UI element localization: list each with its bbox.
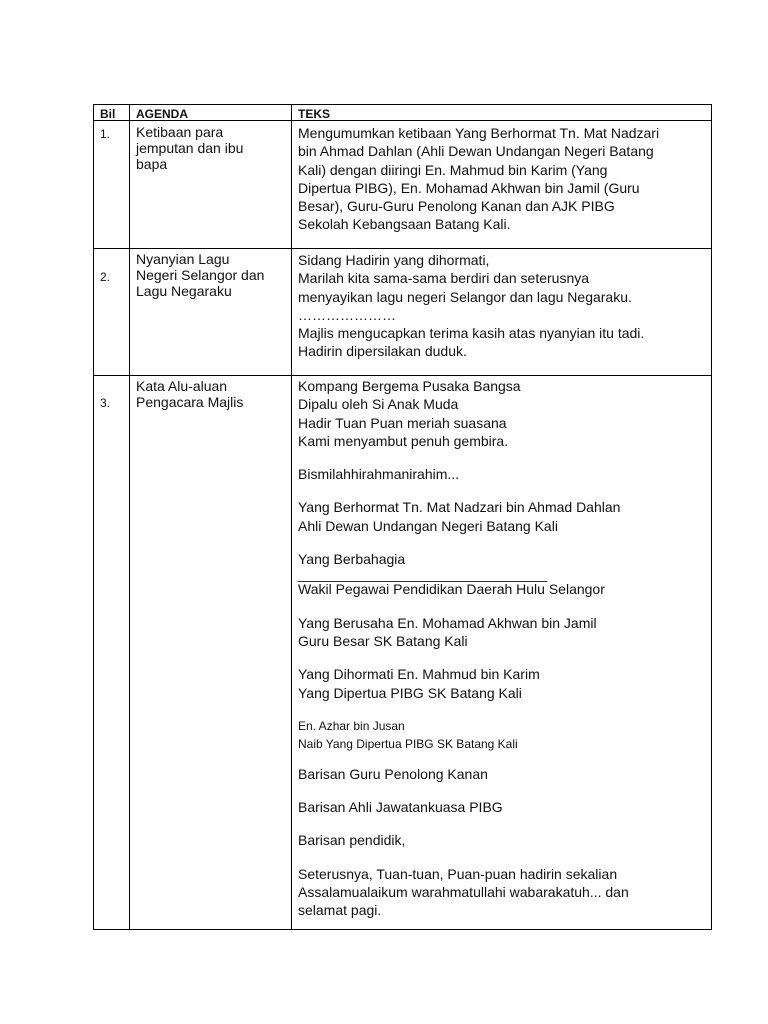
teks-line: Mengumumkan ketibaan Yang Berhormat Tn. Mat Nadzari [298,125,660,141]
teks-line: Hadirin dipersilakan duduk. [298,343,467,360]
agenda-line: Lagu Negaraku [136,283,232,299]
teks-line: Dipertua PIBG), En. Mohamad Akhwan bin Jamil (Guru [298,179,640,196]
ajk-line: Barisan Ahli Jawatankuasa PIBG [298,799,503,816]
agenda-cell [136,378,286,410]
teks-line: Sekolah Kebangsaan Batang Kali. [298,216,511,233]
ppd-line: Wakil Pegawai Pendidikan Daerah Hulu Selangor [298,581,605,598]
agenda-line: bapa [136,156,168,172]
penutup-line: selamat pagi. [298,902,382,919]
row-number: 2. [100,270,111,284]
yb-line: Yang Berhormat Tn. Mat Nadzari bin Ahmad Dahlan [298,499,621,516]
table-border-bottom [93,929,712,930]
gpk-line: Barisan Guru Penolong Kanan [298,765,488,782]
gb-line: Guru Besar SK Batang Kali [298,632,468,649]
ppd-blank-line: ________________________________ [298,566,548,583]
agenda-line: Negeri Selangor dan [136,267,265,283]
table-border-left [93,104,94,930]
header-bil: Bil [100,107,116,121]
penutup-line: Seterusnya, Tuan-tuan, Puan-puan hadirin sekalian [298,865,618,882]
ppd-line: Yang Berbahagia [298,551,406,568]
gb-line: Yang Berusaha En. Mohamad Akhwan bin Jamil [298,614,597,631]
teks-line: Majlis mengucapkan terima kasih atas nyanyian itu tadi. [298,325,645,342]
teks-line: Kali) dengan diiringi En. Mahmud bin Karim (Yang [298,161,608,178]
table-border-col1 [129,104,130,930]
row-number: 3. [100,396,111,410]
teks-line: Besar), Guru-Guru Penolong Kanan dan AJK PIBG [298,198,615,215]
table-border-row2 [93,375,712,376]
agenda-line: Pengacara Majlis [136,394,244,410]
header-teks: TEKS [298,107,331,121]
ydp-line: Yang Dihormati En. Mahmud bin Karim [298,666,540,683]
ydp-line: Yang Dipertua PIBG SK Batang Kali [298,684,522,701]
row-number: 1. [100,127,111,141]
pantun-line: Kompang Bergema Pusaka Bangsa [298,378,521,394]
teks-cell [298,251,706,361]
teks-line: Sidang Hadirin yang dihormati, [298,252,490,268]
naib-line: En. Azhar bin Jusan [298,718,405,733]
teks-line: ………………… [298,306,396,323]
pendidik-line: Barisan pendidik, [298,832,406,849]
penutup-line: Assalamualaikum warahmatullahi wabarakatuh... dan [298,884,629,901]
agenda-line: Nyanyian Lagu [136,251,230,267]
table-border-row1 [93,248,712,249]
teks-line: menyayikan lagu negeri Selangor dan lagu Negaraku. [298,288,632,305]
header-agenda: AGENDA [136,107,189,121]
pantun-line: Hadir Tuan Puan meriah suasana [298,414,507,431]
naib-line: Naib Yang Dipertua PIBG SK Batang Kali [298,736,518,751]
agenda-cell [136,251,286,299]
agenda-line: jemputan dan ibu [136,140,244,156]
pantun-line: Kami menyambut penuh gembira. [298,432,509,449]
teks-line: bin Ahmad Dahlan (Ahli Dewan Undangan Negeri Batang [298,143,654,160]
table-border-right [711,104,712,930]
agenda-line: Ketibaan para [136,124,224,140]
yb-line: Ahli Dewan Undangan Negeri Batang Kali [298,517,558,534]
agenda-cell [136,124,286,172]
table-border-top [93,104,712,105]
table-border-col2 [291,104,292,930]
teks-line: Marilah kita sama-sama berdiri dan seterusnya [298,270,590,287]
teks-cell [298,377,706,920]
salam-line: Bismilahhirahmanirahim... [298,466,460,483]
teks-cell [298,124,706,234]
agenda-line: Kata Alu-aluan [136,378,228,394]
pantun-line: Dipalu oleh Si Anak Muda [298,396,459,413]
pantun [298,377,706,450]
